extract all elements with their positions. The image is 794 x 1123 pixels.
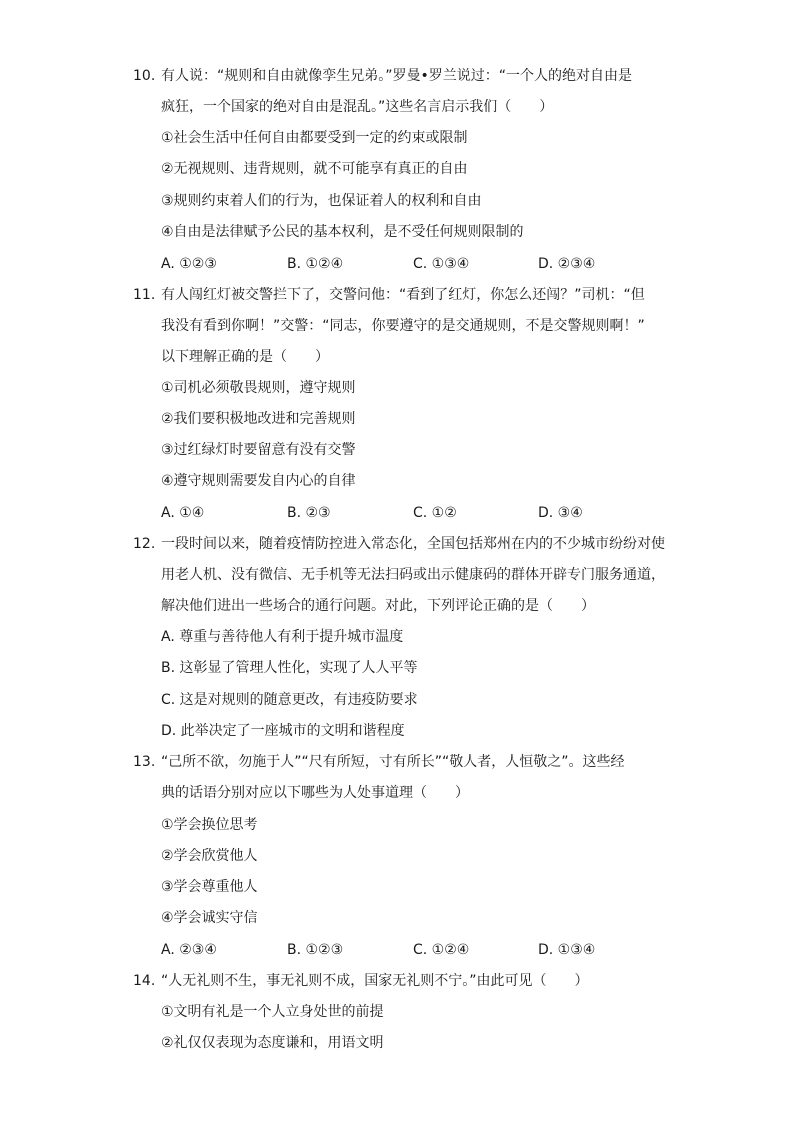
- choice-c[interactable]: C. ①③④: [413, 256, 470, 272]
- question-stem-line: 有人闯红灯被交警拦下了，交警问他：“看到了红灯，你怎么还闯？”司机：“但: [161, 287, 645, 303]
- choice-a[interactable]: A. 尊重与善待他人有利于提升城市温度: [161, 629, 404, 645]
- choice-b[interactable]: B. ①②③: [287, 942, 344, 958]
- statement: ③学会尊重他人: [161, 879, 258, 895]
- statement: ④遵守规则需要发自内心的自律: [161, 473, 356, 489]
- question-stem-line: 一段时间以来，随着疫情防控进入常态化，全国包括郑州在内的不少城市纷纷对使: [161, 536, 665, 552]
- question-stem-line: 疯狂，一个国家的绝对自由是混乱。”这些名言启示我们（ ）: [161, 99, 554, 115]
- choice-row: [0, 503, 794, 523]
- question-number: 12.: [133, 536, 156, 552]
- choice-row: [0, 254, 794, 274]
- question-stem-line: 解决他们进出一些场合的通行问题。对此，下列评论正确的是（ ）: [161, 598, 595, 614]
- statement: ①文明有礼是一个人立身处世的前提: [161, 1004, 384, 1020]
- statement: ③规则约束着人们的行为，也保证着人的权利和自由: [161, 193, 482, 209]
- question-number: 13.: [133, 754, 156, 770]
- choice-d[interactable]: D. ②③④: [538, 256, 596, 272]
- statement: ②学会欣赏他人: [161, 848, 258, 864]
- question-stem-line: “己所不欲，勿施于人”“尺有所短，寸有所长”“敬人者，人恒敬之”。这些经: [161, 754, 625, 770]
- choice-row: [0, 940, 794, 960]
- choice-d[interactable]: D. 此举决定了一座城市的文明和谐程度: [161, 723, 405, 739]
- question-stem-line: 典的话语分别对应以下哪些为人处事道理（ ）: [161, 785, 469, 801]
- choice-d[interactable]: D. ①③④: [538, 942, 596, 958]
- question-number: 11.: [133, 287, 156, 303]
- statement: ①社会生活中任何自由都要受到一定的约束或限制: [161, 130, 468, 146]
- statement: ②无视规则、违背规则，就不可能享有真正的自由: [161, 161, 468, 177]
- choice-c[interactable]: C. 这是对规则的随意更改，有违疫防要求: [161, 692, 418, 708]
- question-stem-line: 我没有看到你啊！”交警：“同志，你要遵守的是交通规则，不是交警规则啊！”: [161, 318, 645, 334]
- question-stem-line: “人无礼则不生，事无礼则不成，国家无礼则不宁。”由此可见（ ）: [161, 973, 589, 989]
- choice-b[interactable]: B. ②③: [287, 505, 331, 521]
- question-number: 14.: [133, 973, 156, 989]
- statement: ①司机必须敬畏规则，遵守规则: [161, 380, 356, 396]
- choice-a[interactable]: A. ②③④: [161, 942, 217, 958]
- question-stem-line: 用老人机、没有微信、无手机等无法扫码或出示健康码的群体开辟专门服务通道，: [161, 567, 665, 583]
- choice-b[interactable]: B. 这彰显了管理人性化，实现了人人平等: [161, 660, 418, 676]
- statement: ②我们要积极地改进和完善规则: [161, 411, 356, 427]
- statement: ①学会换位思考: [161, 817, 258, 833]
- choice-c[interactable]: C. ①②④: [413, 942, 470, 958]
- choice-a[interactable]: A. ①④: [161, 505, 205, 521]
- statement: ④学会诚实守信: [161, 910, 258, 926]
- choice-d[interactable]: D. ③④: [538, 505, 583, 521]
- choice-b[interactable]: B. ①②④: [287, 256, 344, 272]
- question-stem-line: 有人说：“规则和自由就像孪生兄弟。”罗曼•罗兰说过：“一个人的绝对自由是: [161, 68, 633, 84]
- question-number: 10.: [133, 68, 156, 84]
- question-stem-line: 以下理解正确的是（ ）: [161, 349, 329, 365]
- statement: ②礼仅仅表现为态度谦和，用语文明: [161, 1035, 384, 1051]
- statement: ④自由是法律赋予公民的基本权利，是不受任何规则限制的: [161, 224, 524, 240]
- statement: ③过红绿灯时要留意有没有交警: [161, 442, 356, 458]
- choice-a[interactable]: A. ①②③: [161, 256, 217, 272]
- choice-c[interactable]: C. ①②: [413, 505, 457, 521]
